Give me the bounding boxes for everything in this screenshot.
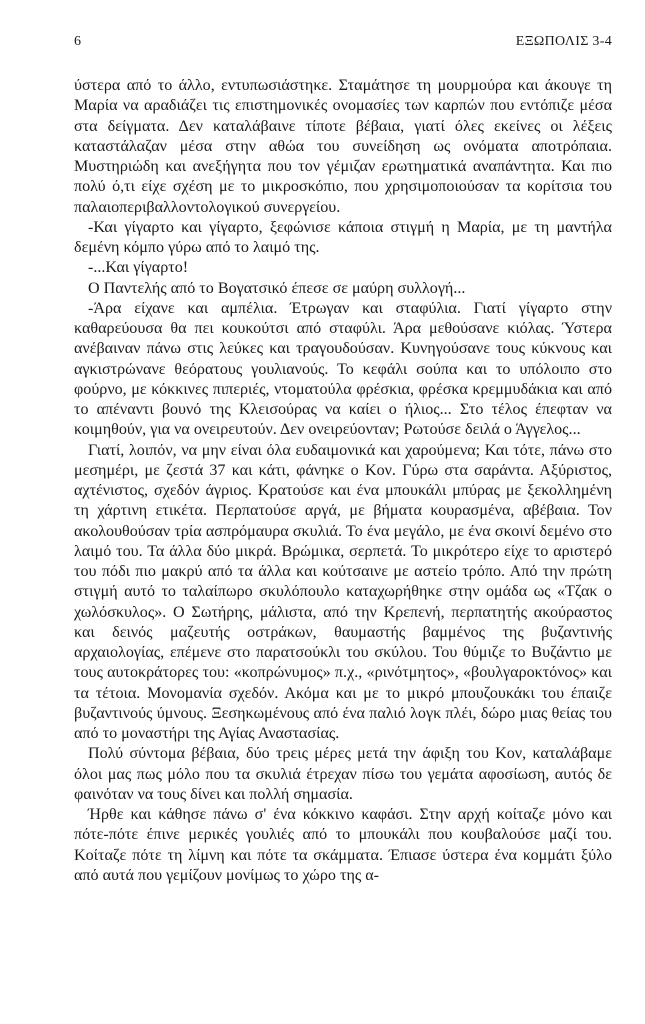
- paragraph: -Άρα είχανε και αμπέλια. Έτρωγαν και σταφύλια. Γιατί γίγαρτο στην καθαρεύουσα θα πει κουκούτσι από σταφύλι. Άρα μεθούσανε κιόλας. Ύστερα ανέβαιναν πάνω στις λεύκες και τραγουδούσαν. Κυνηγούσανε τους κύκνους και αγκιστρώνανε θεόρατους γουλιανούς. Το κεφάλι σούπα και το υπόλοιπο στο φούρνο, με κόκκινες πιπεριές, ντοματούλα φρέσκια, φρέσκα κρεμμυδάκια και από το απέναντι βουνό της Κλεισούρας να καίει ο ήλιος... Στο τέλος έπεφταν να κοιμηθούν, για να ονειρευτούν. Δεν ονειρεύονταν; Ρωτούσε δειλά ο Άγγελος...: [74, 299, 612, 439]
- paragraph: Γιατί, λοιπόν, να μην είναι όλα ευδαιμονικά και χαρούμενα; Και τότε, πάνω στο μεσημέρι, με ζεστά 37 και κάτι, φάνηκε ο Κον. Γύρω στα σαράντα. Αξύριστος, αχτένιστος, σχεδόν άγριος. Κρατούσε και ένα μπουκάλι μπύρας με ξεκολλημένη τη χάρτινη ετικέτα. Περπατούσε αργά, με βήματα κουρασμένα, αβέβαια. Τον ακολουθούσαν τρία ασπρόμαυρα σκυλιά. Το ένα μεγάλο, με ένα σκοινί δεμένο στο λαιμό του. Τα άλλα δύο μικρά. Βρώμικα, σερπετά. Το μικρότερο είχε το αριστερό του πόδι πιο μακρύ από τα άλλα και κούτσαινε με αστείο τρόπο. Από την πρώτη στιγμή αυτό το ταλαίπωρο σκυλόπουλο καταχωρήθηκε στην ομάδα ως «Τζακ ο χωλόσκυλος». Ο Σωτήρης, μάλιστα, από την Κρεπενή, περπατητής ακούραστος και δεινός μαζευτής οστράκων, θαυμαστής βαμμένος της βυζαντινής αρχαιολογίας, επέμενε στο παρατσούκλι του σκύλου. Του θύμιζε το Βυζάντιο με τους αυτοκράτορες του: «κοπρώνυμος» π.χ., «ρινότμητος», «βουλγαροκτόνος» και τα τέτοια. Μονομανία σχεδόν. Ακόμα και με το μικρό μπουζουκάκι του έπαιζε βυζαντινούς ύμνους. Ξεσηκωμένους από ένα παλιό λογκ πλέι, δώρο μιας θείας του από το μοναστήρι της Αγίας Αναστασίας.: [74, 441, 612, 742]
- page-number: 6: [74, 34, 81, 49]
- body-text: [74, 76, 612, 886]
- paragraph: Ήρθε και κάθησε πάνω σ' ένα κόκκινο καφάσι. Στην αρχή κοίταζε μόνο και πότε-πότε έπινε μερικές γουλιές από το μπουκάλι που κουβαλούσε μαζί του. Κοίταζε πότε τη λίμνη και πότε τα σκάμματα. Έπιασε ύστερα ένα κομμάτι ξύλο από αυτά που γεμίζουν μονίμως το χώρο της α-: [74, 806, 612, 884]
- paragraph: -...Και γίγαρτο!: [88, 259, 189, 277]
- paragraph: Ο Παντελής από το Βογατσικό έπεσε σε μαύρη συλλογή...: [88, 279, 466, 297]
- book-page: [74, 34, 612, 886]
- paragraph: ύστερα από το άλλο, εντυπωσιάστηκε. Σταμάτησε τη μουρμούρα και άκουγε τη Μαρία να αραδιάζει τις επιστημονικές ονομασίες των καρπών που εντόπιζε μέσα στα δείγματα. Δεν καταλάβαινε τίποτε βέβαια, γιατί όλες εκείνες οι λέξεις καταστάλαζαν μέσα στην αθώα του συνείδηση ως ονόματα αποτρόπαια. Μυστηριώδη και ανεξήγητα που τον γέμιζαν ερωτηματικά αναπάντητα. Και πιο πολύ ό,τι είχε σχέση με το μικροσκόπιο, που χρησιμοποιούσαν τα κορίτσια του παλαιοπεριβαλλοντολογικού συνεργείου.: [74, 77, 612, 216]
- running-header: [74, 34, 612, 56]
- journal-title: ΕΞΩΠΟΛΙΣ 3-4: [515, 34, 612, 49]
- paragraph: -Και γίγαρτο και γίγαρτο, ξεφώνισε κάποια στιγμή η Μαρία, με τη μαντήλα δεμένη κόμπο γύρω από το λαιμό της.: [74, 218, 612, 256]
- paragraph: Πολύ σύντομα βέβαια, δύο τρεις μέρες μετά την άφιξη του Κον, καταλάβαμε όλοι μας πως μόλο που τα σκυλιά έτρεχαν πίσω του γεμάτα αφοσίωση, αυτός δε φαινόταν να τους δίνει και πολλή σημασία.: [74, 745, 612, 803]
